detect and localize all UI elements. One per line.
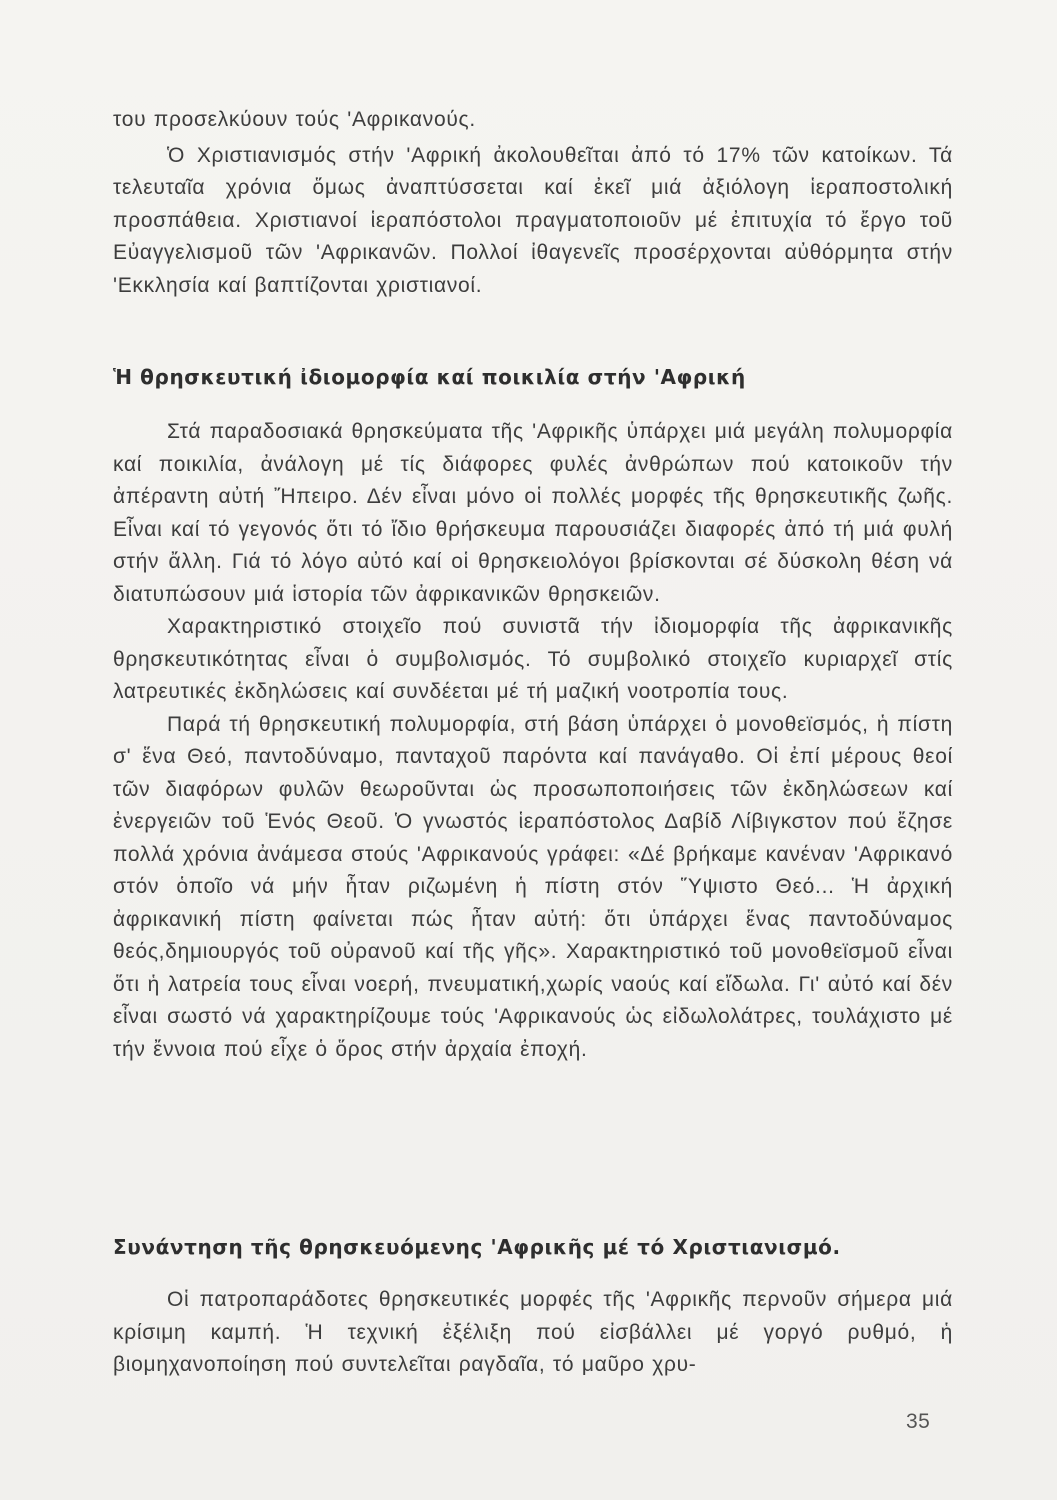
intro-text	[113, 104, 953, 302]
section2-body	[113, 1284, 953, 1382]
intro-first-line: του προσελκύουν τούς 'Αφρικανούς.	[113, 108, 476, 131]
section1-paragraph-3: Παρά τή θρησκευτική πολυμορφία, στή βάση ὑπάρχει ὁ μονοθεϊσμός, ἡ πίστη σ' ἕνα Θεό, παντοδύναμο, πανταχοῦ παρόντα καί πανάγαθο. Οἱ ἐπί μέρους θεοί τῶν διαφόρων φυλῶν θεωροῦνται ὡς προσωποποιήσεις τῶν ἐκδηλώσεων καί ἐνεργειῶν τοῦ Ἑνός Θεοῦ. Ὁ γνωστός ἱεραπόστολος Δαβίδ Λίβιγκστον πού ἔζησε πολλά χρόνια ἀνάμεσα στούς 'Αφρικανούς γράφει: «Δέ βρήκαμε κανέναν 'Αφρικανό στόν ὁποῖο νά μήν ἦταν ριζωμένη ἡ πίστη στόν Ὕψιστο Θεό... Ἡ ἀρχική ἀφρικανική πίστη φαίνεται πώς ἦταν αὐτή: ὅτι ὑπάρχει ἕνας παντοδύναμος θεός,δημιουργός τοῦ οὐρανοῦ καί τῆς γῆς». Χαρακτηριστικό τοῦ μονοθεϊσμοῦ εἶναι ὅτι ἡ λατρεία τους εἶναι νοερή, πνευματική,χωρίς ναούς καί εἴδωλα. Γι' αὐτό καί δέν εἶναι σωστό νά χαρακτηρίζουμε τούς 'Αφρικανούς ὡς εἰδωλολάτρες, τουλάχιστο μέ τήν ἔννοια πού εἶχε ὁ ὅρος στήν ἀρχαία ἐποχή.	[113, 712, 953, 1061]
section1-body	[113, 416, 953, 1066]
section-heading-religious-diversity: Ἡ θρησκευτική ἰδιομορφία καί ποικιλία στήν 'Αφρική	[113, 365, 746, 389]
intro-paragraph: Ὁ Χριστιανισμός στήν 'Αφρική ἀκολουθεῖται ἀπό τό 17% τῶν κατοίκων. Τά τελευταῖα χρόνια ὅμως ἀναπτύσσεται καί ἐκεῖ μιά ἀξιόλογη ἱεραποστολική προσπάθεια. Χριστιανοί ἱεραπόστολοι πραγματοποιοῦν μέ ἐπιτυχία τό ἔργο τοῦ Εὐαγγελισμοῦ τῶν 'Αφρικανῶν. Πολλοί ἰθαγενεῖς προσέρχονται αὐθόρμητα στήν 'Εκκλησία καί βαπτίζονται χριστιανοί.	[113, 143, 953, 297]
section-heading-encounter-christianity: Συνάντηση τῆς θρησκευόμενης 'Αφρικῆς μέ τό Χριστιανισμό.	[113, 1235, 841, 1259]
page-number: 35	[906, 1410, 931, 1433]
section1-paragraph-1: Στά παραδοσιακά θρησκεύματα τῆς 'Αφρικῆς ὑπάρχει μιά μεγάλη πολυμορφία καί ποικιλία, ἀνάλογη μέ τίς διάφορες φυλές ἀνθρώπων πού κατοικοῦν τήν ἀπέραντη αὐτή Ἤπειρο. Δέν εἶναι μόνο οἱ πολλές μορφές τῆς θρησκευτικῆς ζωῆς. Εἶναι καί τό γεγονός ὅτι τό ἴδιο θρήσκευμα παρουσιάζει διαφορές ἀπό τή μιά φυλή στήν ἄλλη. Γιά τό λόγο αὐτό καί οἱ θρησκειολόγοι βρίσκονται σέ δύσκολη θέση νά διατυπώσουν μιά ἱστορία τῶν ἀφρικανικῶν θρησκειῶν.	[113, 420, 953, 606]
section2-paragraph: Οἱ πατροπαράδοτες θρησκευτικές μορφές τῆς 'Αφρικῆς περνοῦν σήμερα μιά κρίσιμη καμπή. Ἡ τεχνική ἐξέλιξη πού εἰσβάλλει μέ γοργό ρυθμό, ἡ βιομηχανοποίηση πού συντελεῖται ραγδαῖα, τό μαῦρο χρυ-	[113, 1288, 953, 1376]
section1-paragraph-2: Χαρακτηριστικό στοιχεῖο πού συνιστᾶ τήν ἰδιομορφία τῆς ἀφρικανικῆς θρησκευτικότητας εἶναι ὁ συμβολισμός. Τό συμβολικό στοιχεῖο κυριαρχεῖ στίς λατρευτικές ἐκδηλώσεις καί συνδέεται μέ τή μαζική νοοτροπία τους.	[113, 615, 953, 703]
